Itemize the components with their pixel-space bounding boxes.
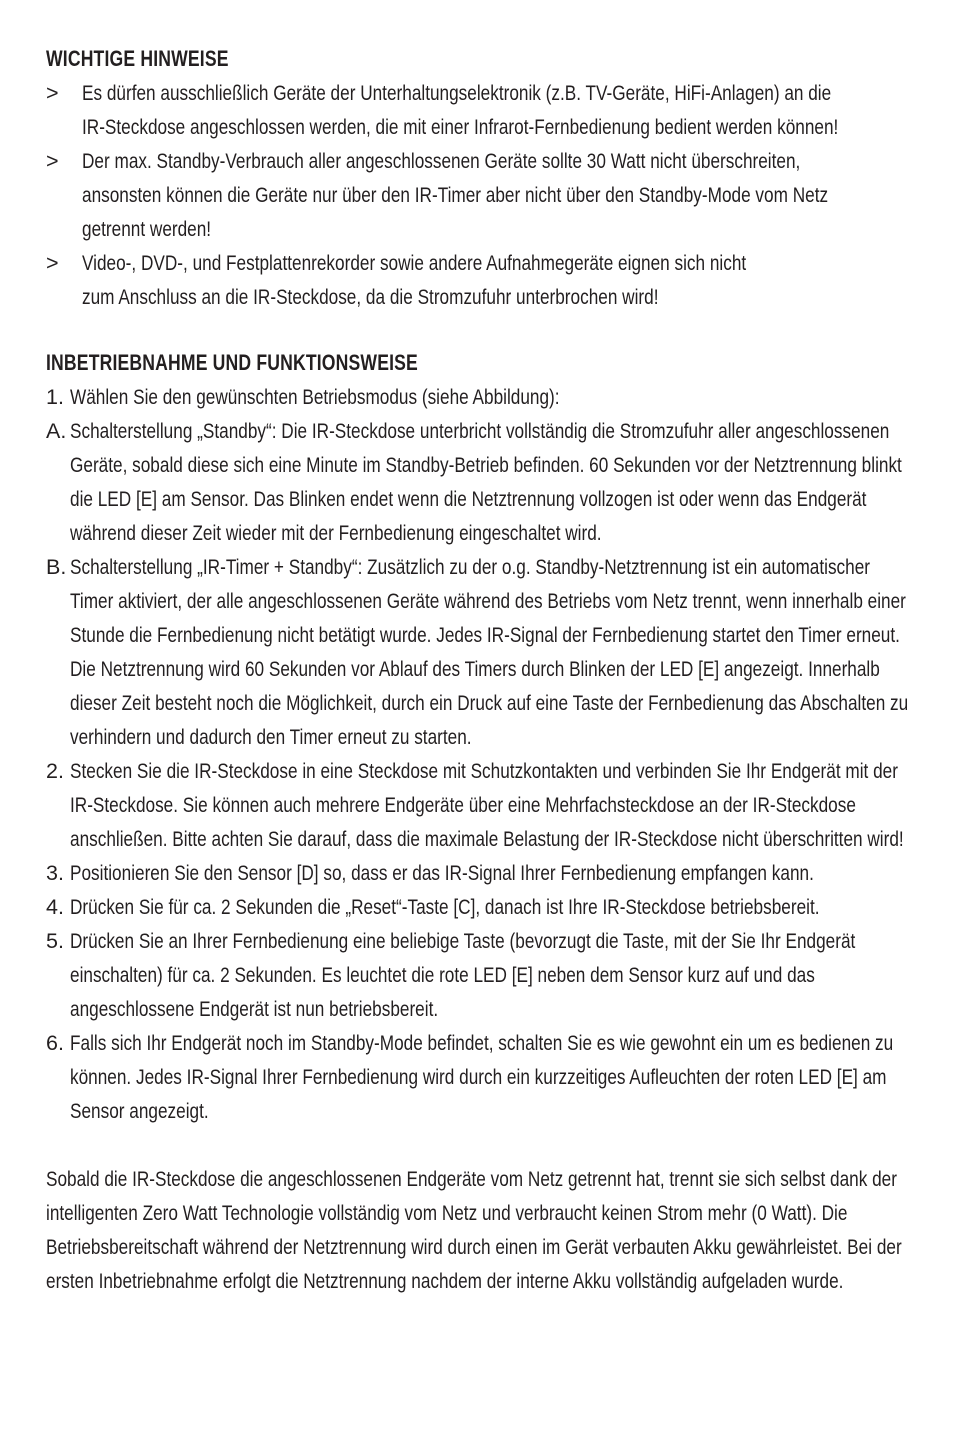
- bullet-marker: >: [46, 149, 59, 173]
- text-line: Betriebsbereitschaft während der Netztrennung wird durch einen im Gerät verbauten Akku gewährleistet. Bei der: [46, 1235, 902, 1259]
- text-line: anschließen. Bitte achten Sie darauf, dass die maximale Belastung der IR-Steckdose nicht überschritten wird!: [70, 827, 904, 851]
- step-marker: 3.: [46, 861, 64, 885]
- text-line: Stunde die Fernbedienung nicht betätigt wurde. Jedes IR-Signal der Fernbedienung startet den Timer erneut.: [70, 623, 900, 647]
- text-line: Drücken Sie an Ihrer Fernbedienung eine beliebige Taste (bevorzugt die Taste, mit der Sie Ihr Endgerät: [70, 929, 856, 953]
- step-marker: 5.: [46, 929, 64, 953]
- step-item: [46, 414, 906, 550]
- text-line: Positionieren Sie den Sensor [D] so, dass er das IR-Signal Ihrer Fernbedienung empfangen kann.: [70, 861, 814, 885]
- hinweise-item: [46, 144, 906, 246]
- text-line: intelligenten Zero Watt Technologie vollständig vom Netz und verbraucht keinen Strom mehr (0 Watt). Die: [46, 1201, 848, 1225]
- text-line: die LED [E] am Sensor. Das Blinken endet wenn die Netztrennung vollzogen ist oder wenn das Endgerät: [70, 487, 867, 511]
- step-marker: 1.: [46, 385, 64, 409]
- text-line: Die Netztrennung wird 60 Sekunden vor Ablauf des Timers durch Blinken der LED [E] angezeigt. Innerhalb: [70, 657, 880, 681]
- hinweise-list: [46, 76, 906, 314]
- text-line: Timer aktiviert, der alle angeschlossenen Geräte während des Betriebs vom Netz trennt, wenn innerhalb einer: [70, 589, 906, 613]
- text-line: Drücken Sie für ca. 2 Sekunden die „Reset“-Taste [C], danach ist Ihre IR-Steckdose betriebsbereit.: [70, 895, 820, 919]
- document-page: [46, 42, 909, 1298]
- text-line: Geräte, sobald diese sich eine Minute im Standby-Betrieb befinden. 60 Sekunden vor der Netztrennung blinkt: [70, 453, 902, 477]
- closing-paragraph: [46, 1162, 906, 1298]
- step-marker: 4.: [46, 895, 64, 919]
- hinweise-item: [46, 246, 906, 314]
- text-line: verhindern und dadurch den Timer erneut zu starten.: [70, 725, 472, 749]
- hinweise-item: [46, 76, 906, 144]
- step-marker: 2.: [46, 759, 64, 783]
- text-line: einschalten) für ca. 2 Sekunden. Es leuchtet die rote LED [E] neben dem Sensor kurz auf und das: [70, 963, 815, 987]
- step-item: [46, 380, 906, 414]
- bullet-marker: >: [46, 81, 59, 105]
- step-item: [46, 856, 906, 890]
- text-line: Sensor angezeigt.: [70, 1099, 209, 1123]
- text-line: Video-, DVD-, und Festplattenrekorder sowie andere Aufnahmegeräte eignen sich nicht: [82, 251, 747, 275]
- section-heading-hinweise: WICHTIGE HINWEISE: [46, 46, 229, 71]
- text-line: Falls sich Ihr Endgerät noch im Standby-Mode befindet, schalten Sie es wie gewohnt ein um es bedienen zu: [70, 1031, 894, 1055]
- bullet-marker: >: [46, 251, 59, 275]
- text-line: Sobald die IR-Steckdose die angeschlossenen Endgeräte vom Netz getrennt hat, trennt sie sich selbst dank der: [46, 1167, 897, 1191]
- step-item: [46, 550, 909, 754]
- text-line: können. Jedes IR-Signal Ihrer Fernbedienung wird durch ein kurzzeitiges Aufleuchten der roten LED [E] am: [70, 1065, 887, 1089]
- text-line: IR-Steckdose. Sie können auch mehrere Endgeräte über eine Mehrfachsteckdose an der IR-Steckdose: [70, 793, 856, 817]
- text-line: ersten Inbetriebnahme erfolgt die Netztrennung nachdem der interne Akku vollständig aufgeladen wurde.: [46, 1269, 844, 1293]
- text-line: Der max. Standby-Verbrauch aller angeschlossenen Geräte sollte 30 Watt nicht überschreiten,: [82, 149, 801, 173]
- step-item: [46, 1026, 906, 1128]
- step-item: [46, 890, 906, 924]
- step-item: [46, 924, 906, 1026]
- text-line: dieser Zeit besteht noch die Möglichkeit, durch ein Druck auf eine Taste der Fernbedienung das Abschalten zu: [70, 691, 909, 715]
- step-marker: B.: [46, 555, 67, 579]
- text-line: Stecken Sie die IR-Steckdose in eine Steckdose mit Schutzkontakten und verbinden Sie Ihr Endgerät mit der: [70, 759, 898, 783]
- text-line: Schalterstellung „IR-Timer + Standby“: Zusätzlich zu der o.g. Standby-Netztrennung ist ein automatischer: [70, 555, 871, 579]
- text-line: IR-Steckdose angeschlossen werden, die mit einer Infrarot-Fernbedienung bedient werden können!: [82, 115, 839, 139]
- text-line: während dieser Zeit wieder mit der Fernbedienung eingeschaltet wird.: [70, 521, 602, 545]
- text-line: Wählen Sie den gewünschten Betriebsmodus (siehe Abbildung):: [70, 385, 560, 409]
- step-marker: 6.: [46, 1031, 64, 1055]
- section-heading-inbetriebnahme: INBETRIEBNAHME UND FUNKTIONSWEISE: [46, 350, 418, 375]
- text-line: Es dürfen ausschließlich Geräte der Unterhaltungselektronik (z.B. TV-Geräte, HiFi-Anlagen) an die: [82, 81, 832, 105]
- step-marker: A.: [46, 419, 67, 443]
- text-line: zum Anschluss an die IR-Steckdose, da die Stromzufuhr unterbrochen wird!: [82, 285, 659, 309]
- inbetriebnahme-list: [46, 380, 909, 1128]
- text-line: ansonsten können die Geräte nur über den IR-Timer aber nicht über den Standby-Mode vom Netz: [82, 183, 829, 207]
- step-item: [46, 754, 906, 856]
- text-line: getrennt werden!: [82, 217, 212, 241]
- text-line: angeschlossene Endgerät ist nun betriebsbereit.: [70, 997, 439, 1021]
- text-line: Schalterstellung „Standby“: Die IR-Steckdose unterbricht vollständig die Stromzufuhr aller angeschlossenen: [70, 419, 890, 443]
